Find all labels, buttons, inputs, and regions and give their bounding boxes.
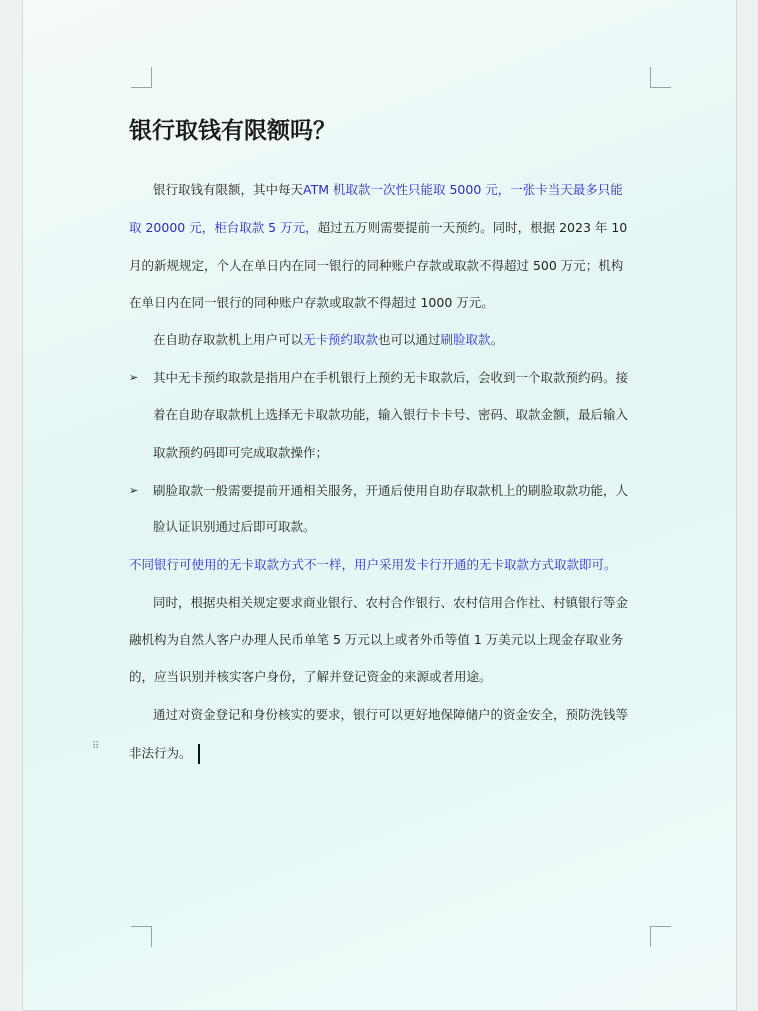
bullet-2-line-1[interactable]: 刷脸取款一般需要提前开通相关服务，开通后使用自助存取款机上的刷脸取款功能，人 [153, 483, 629, 498]
paragraph-1-line-1[interactable] [153, 182, 623, 198]
highlight-text: ATM 机取款一次性只能取 5000 元，一张卡当天最多只能 [303, 182, 623, 197]
drag-handle-icon[interactable]: ⠿ [92, 741, 101, 752]
bullet-2-line-2[interactable]: 脸认证识别通过后即可取款。 [153, 519, 316, 534]
highlight-text: 取 20000 元，柜台取款 5 万元， [129, 220, 318, 235]
paragraph-1-line-2[interactable] [129, 220, 627, 236]
bullet-arrow-icon: ➢ [129, 371, 139, 384]
text-run: 在自助存取款机上用户可以 [153, 332, 304, 347]
margin-corner-bottom-left [131, 926, 152, 947]
text-cursor [198, 744, 200, 764]
bullet-1-line-2[interactable]: 着在自助存取款机上选择无卡取款功能，输入银行卡卡号、密码、取款金额，最后输入 [153, 407, 629, 422]
paragraph-3-line-3[interactable]: 的，应当识别并核实客户身份，了解并登记资金的来源或者用途。 [129, 669, 492, 684]
paragraph-1-line-4[interactable]: 在单日内在同一银行的同种账户存款或取款不得超过 1000 万元。 [129, 295, 494, 310]
document-title[interactable]: 银行取钱有限额吗？ [129, 117, 336, 144]
text-run: 非法行为。 [129, 745, 192, 761]
paragraph-3-line-2[interactable]: 融机构为自然人客户办理人民币单笔 5 万元以上或者外币等值 1 万美元以上现金存取业务 [129, 632, 624, 647]
document-page [22, 0, 737, 1011]
paragraph-4-line-1[interactable]: 通过对资金登记和身份核实的要求，银行可以更好地保障储户的资金安全，预防洗钱等 [153, 707, 629, 722]
paragraph-3-line-1[interactable]: 同时，根据央相关规定要求商业银行、农村合作银行、农村信用合作社、村镇银行等金 [153, 595, 629, 610]
paragraph-1-line-3[interactable]: 月的新规规定，个人在单日内在同一银行的同种账户存款或取款不得超过 500 万元；机构 [129, 258, 624, 273]
text-run: 也可以通过 [378, 332, 441, 347]
paragraph-2[interactable] [153, 332, 503, 348]
margin-corner-bottom-right [650, 926, 671, 947]
bullet-1-line-1[interactable]: 其中无卡预约取款是指用户在手机银行上预约无卡取款后，会收到一个取款预约码。接 [153, 370, 629, 385]
text-run: 银行取钱有限额，其中每天 [153, 182, 304, 197]
paragraph-4-line-2[interactable] [129, 744, 200, 764]
margin-corner-top-left [131, 67, 152, 88]
margin-corner-top-right [650, 67, 671, 88]
text-run: 超过五万则需要提前一天预约。同时，根据 2023 年 10 [317, 220, 628, 235]
bullet-arrow-icon: ➢ [129, 484, 139, 497]
highlight-text: 无卡预约取款 [303, 332, 379, 347]
highlight-note[interactable]: 不同银行可使用的无卡取款方式不一样，用户采用发卡行开通的无卡取款方式取款即可。 [129, 557, 617, 572]
bullet-1-line-3[interactable]: 取款预约码即可完成取款操作； [153, 445, 329, 460]
highlight-text: 刷脸取款 [440, 332, 491, 347]
text-run: 。 [490, 332, 504, 347]
